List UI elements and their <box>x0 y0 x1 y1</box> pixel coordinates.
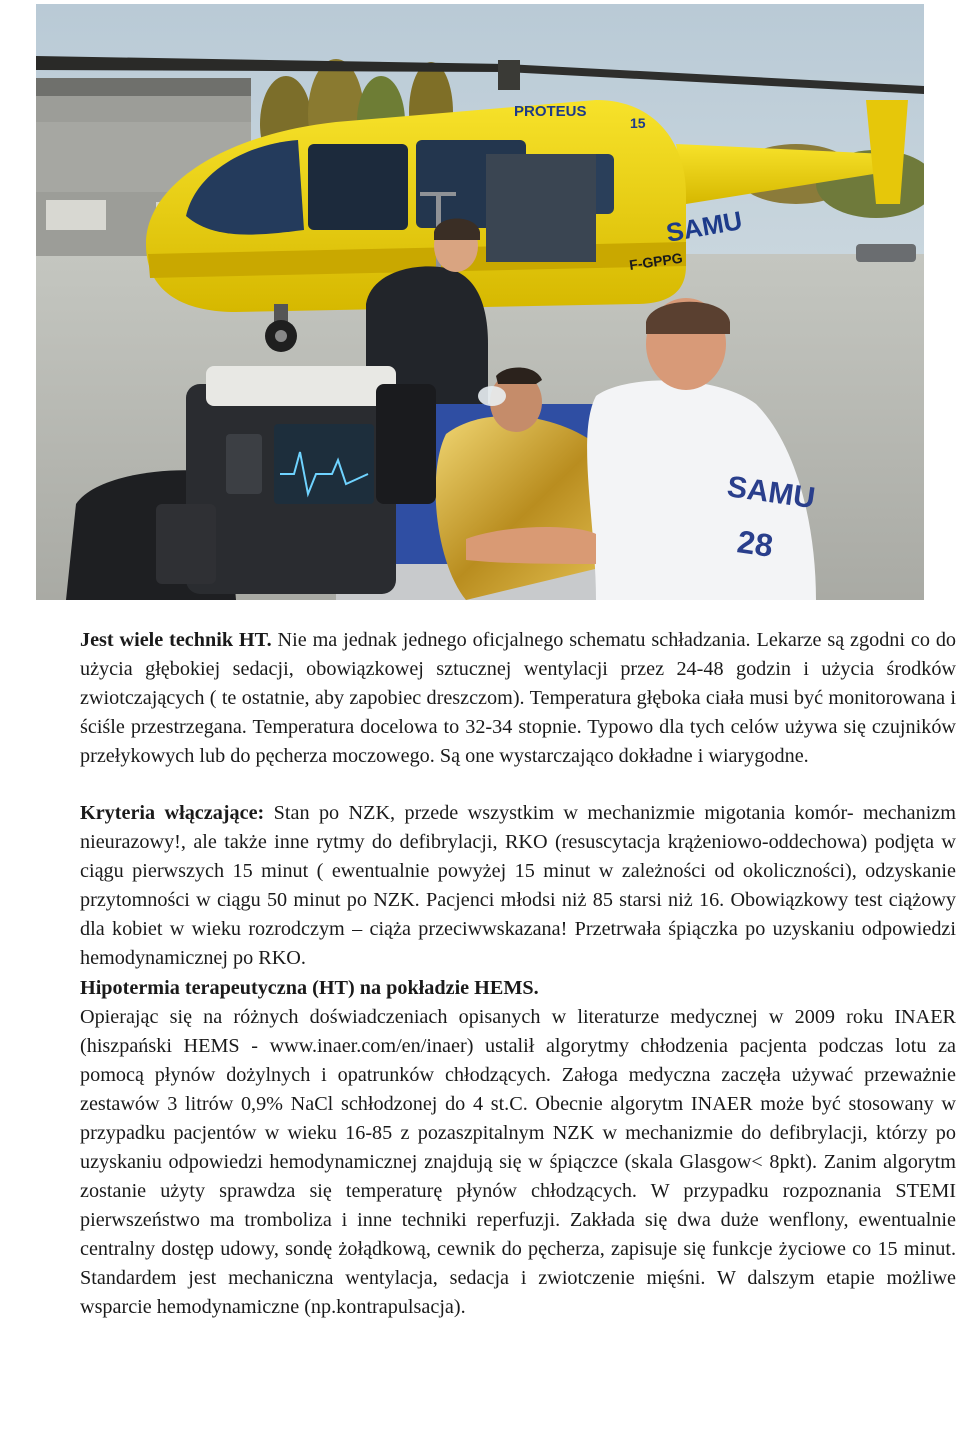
paragraph-text-inclusion-criteria: Stan po NZK, przede wszystkim w mechanizmie migotania komór- mechanizm nieurazowy!, ale także inne rytmy do defibrylacji, RKO (resuscytacja krążeniowo-oddechowa) podjęta w ciągu pierwszych 15 minut ( ewentualnie powyżej 15 minut w zależności od okoliczności), odzyskanie przytomności w ciągu 50 minut po NZK. Pacjenci młodsi niż 85 starsi niż 16. Obowiązkowy test ciążowy dla kobiet w wieku rozrodczym – ciąża przeciwwskazana! Przetrwała śpiączka po uzyskaniu odpowiedzi hemodynamicznej po RKO. <box>80 802 957 970</box>
paragraph-heading-techniques: Jest wiele technik HT. <box>80 629 272 651</box>
article-body <box>4 626 956 1322</box>
paragraph-text-techniques: Nie ma jednak jednego oficjalnego schematu schładzania. Lekarze są zgodni co do użycia głębokiej sedacji, obowiązkowej sztucznej wentylacji przez 24-48 godzin i użycia środków zwiotczających ( te ostatnie, aby zapobiec dreszczom). Temperatura głęboka ciała musi być monitorowana i ściśle przestrzegana. Temperatura docelowa to 32-34 stopnie. Typowo dla tych celów używa się czujników przełykowych lub do pęcherza moczowego. Są one wystarczająco dokładne i wiarygodne. <box>80 629 957 768</box>
helicopter-rescue-photo <box>36 4 924 600</box>
paragraph-heading-inclusion-criteria: Kryteria włączające: <box>80 802 265 825</box>
jacket-samu-text: SAMU <box>725 470 818 516</box>
paragraph-inclusion-criteria <box>4 799 956 973</box>
heli-registration: F-GPPG <box>628 249 684 273</box>
paragraph-techniques <box>4 626 956 771</box>
paragraph-hems-algorithm: Opierając się na różnych doświadczeniach opisanych w literaturze medycznej w 2009 roku INAER (hiszpański HEMS - www.inaer.com/en/inaer) ustalił algorytmy chłodzenia pacjenta podczas lotu za pomocą płynów dożylnych i opatrunków chłodzących. Załoga medyczna zaczęła używać przeważnie zestawów 3 litrów 0,9% NaCl schłodzonej do 4 st.C. Obecnie algorytm INAER może być stosowany w przypadku pacjentów w wieku 16-85 z pozaszpitalnym NZK w mechanizmie do defibrylacji, którzy po uzyskaniu odpowiedzi hemodynamicznej znajdują się w śpiączce (skala Glasgow< 8pkt). Zanim algorytm zostanie użyty sprawdza się temperaturę płynów chłodzących. W przypadku rozpoznania STEMI pierwszeństwo ma tromboliza i inne techniki reperfuzji. Zakłada się dwa duże wenflony, ewentualnie centralny dostęp udowy, sondę żołądkową, cewnik do pęcherza, zapisuje się funkcje życiowe co 15 minut. Standardem jest mechaniczna wentylacja, sedacja i zwiotczenie mięśni. W dalszym etapie możliwe wsparcie hemodynamiczne (np.kontrapulsacja). <box>80 1005 956 1319</box>
heli-brand-text: PROTEUS <box>514 103 587 120</box>
heli-samu-logo: SAMU <box>663 205 745 248</box>
jacket-number-text: 28 <box>735 523 776 564</box>
heli-tail-number: 15 <box>630 115 646 131</box>
section-heading-hems: Hipotermia terapeutyczna (HT) na pokładzie HEMS. <box>80 976 539 999</box>
